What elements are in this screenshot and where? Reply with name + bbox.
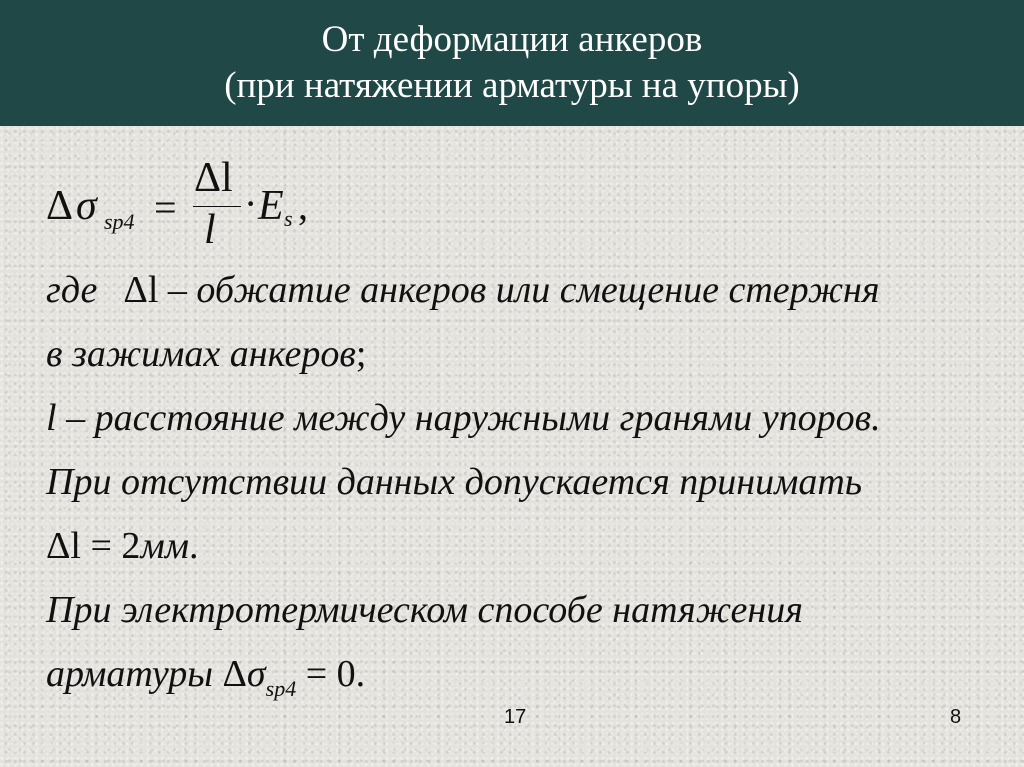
line7-delta: Δ	[222, 653, 247, 695]
text-line-4: При отсутствии данных допускается принимать	[46, 461, 863, 503]
fraction-bar	[193, 206, 241, 207]
page-number-left: 17	[504, 706, 527, 728]
text-line-2	[46, 332, 366, 376]
line5-symbol: Δl	[46, 525, 81, 567]
formula-sigma: σ	[76, 183, 97, 229]
formula-e: E	[258, 183, 284, 229]
line5-eq: = 2	[81, 525, 141, 567]
line7-end: = 0.	[296, 653, 366, 695]
text-line-3	[46, 396, 881, 440]
line3-text: – расстояние между наружными гранями упоров.	[56, 397, 881, 439]
line3-symbol: l	[46, 397, 57, 439]
line7-word: арматуры	[46, 653, 223, 695]
text-line-where	[46, 268, 880, 312]
formula-equals: =	[154, 185, 177, 230]
formula-comma: ,	[298, 183, 308, 228]
formula-subscript: sp4	[104, 209, 135, 234]
slide-title-line1: От деформации анкеров	[321, 19, 703, 60]
text-line-6: При электротермическом способе натяжения	[46, 589, 803, 631]
formula-denominator: l	[204, 207, 216, 253]
formula-delta: Δ	[46, 183, 74, 229]
text-line-5	[46, 524, 198, 568]
line5-unit: мм	[140, 525, 189, 567]
line7-subscript: sp4	[265, 676, 297, 701]
line2-text: в зажимах анкеров	[46, 333, 356, 375]
page-number-right: 8	[950, 706, 962, 728]
formula-numerator: Δl	[194, 155, 233, 201]
formula	[46, 154, 446, 254]
text-line-7	[46, 652, 365, 711]
formula-dot: ·	[244, 181, 258, 226]
where-symbol: Δl	[123, 269, 159, 311]
line2-punct: ;	[355, 333, 367, 375]
where-text: – обжатие анкеров или смещение стержня	[158, 269, 880, 311]
line7-sigma: σ	[246, 653, 266, 695]
line5-end: .	[188, 525, 199, 567]
where-label: где	[46, 269, 98, 311]
slide-title-line2: (при натяжении арматуры на упоры)	[224, 65, 800, 106]
formula-e-subscript: s	[284, 206, 293, 231]
